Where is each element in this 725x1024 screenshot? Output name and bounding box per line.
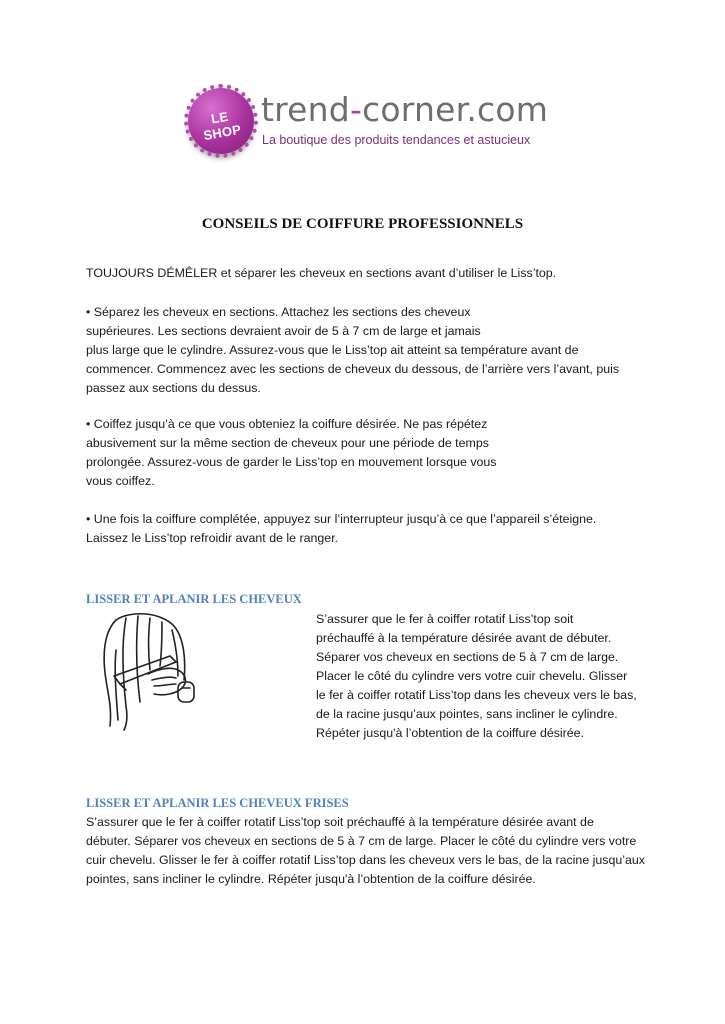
section-body-lisser: S’assurer que le fer à coiffer rotatif Liss’top soit préchauffé à la température désirée avant de débuter. Séparer vos cheveux en sections de 5 à 7 cm de large. Placer le côté du cylindre vers votre cuir chevelu. Glisser le fer à coiffer rotatif Liss’top dans les cheveux vers le bas, de la racine jusqu’aux pointes, sans incliner le cylindre. Répéter jusqu'à l’obtention de la coiffure désirée. xyxy=(316,612,637,740)
brand-dash: - xyxy=(349,90,363,129)
section-heading-lisser: LISSER ET APLANIR LES CHEVEUX xyxy=(86,592,302,606)
bullet-paragraph-1: • Séparez les cheveux en sections. Attachez les sections des cheveux supérieures. Les sections devraient avoir de 5 à 7 cm de large et jamais plus large que le cylindre. Assurez-vous que le Liss’top ait atteint sa température avant de commencer. Commencez avec les sections de cheveux du dessous, de l’arrière vers l’avant, puis passez aux sections du dessus. xyxy=(86,305,620,395)
le-shop-badge-icon xyxy=(188,88,254,154)
brand-logo xyxy=(188,88,548,164)
brand-tagline: La boutique des produits tendances et astucieux xyxy=(262,133,531,147)
bullet-paragraph-3: • Une fois la coiffure complétée, appuyez sur l’interrupteur jusqu’à ce que l’appareil s’éteigne. Laissez le Liss’top refroidir avant de le ranger. xyxy=(86,512,597,545)
brand-tail: corner.com xyxy=(362,90,549,129)
brand-name xyxy=(261,92,548,128)
hair-straightener-illustration-icon xyxy=(86,610,210,734)
brand-main: trend xyxy=(261,90,350,129)
section-heading-frises: LISSER ET APLANIR LES CHEVEUX FRISES xyxy=(86,796,349,810)
document-title: CONSEILS DE COIFFURE PROFESSIONNELS xyxy=(201,216,524,232)
badge-text: LE SHOP xyxy=(202,108,243,144)
intro-paragraph: TOUJOURS DÉMÊLER et séparer les cheveux en sections avant d’utiliser le Liss’top. xyxy=(86,266,557,280)
bullet-paragraph-2: • Coiffez jusqu’à ce que vous obteniez la coiffure désirée. Ne pas répétez abusivement sur la même section de cheveux pour une période de temps prolongée. Assurez-vous de garder le Liss’top en mouvement lorsque vous vous coiffez. xyxy=(86,417,497,488)
section-body-frises: S’assurer que le fer à coiffer rotatif Liss’top soit préchauffé à la température désirée avant de débuter. Séparer vos cheveux en sections de 5 à 7 cm de large. Placer le côté du cylindre vers votre cuir chevelu. Glisser le fer à coiffer rotatif Liss’top dans les cheveux vers le bas, de la racine jusqu’aux pointes, sans incliner le cylindre. Répéter jusqu'à l’obtention de la coiffure désirée. xyxy=(86,815,646,886)
